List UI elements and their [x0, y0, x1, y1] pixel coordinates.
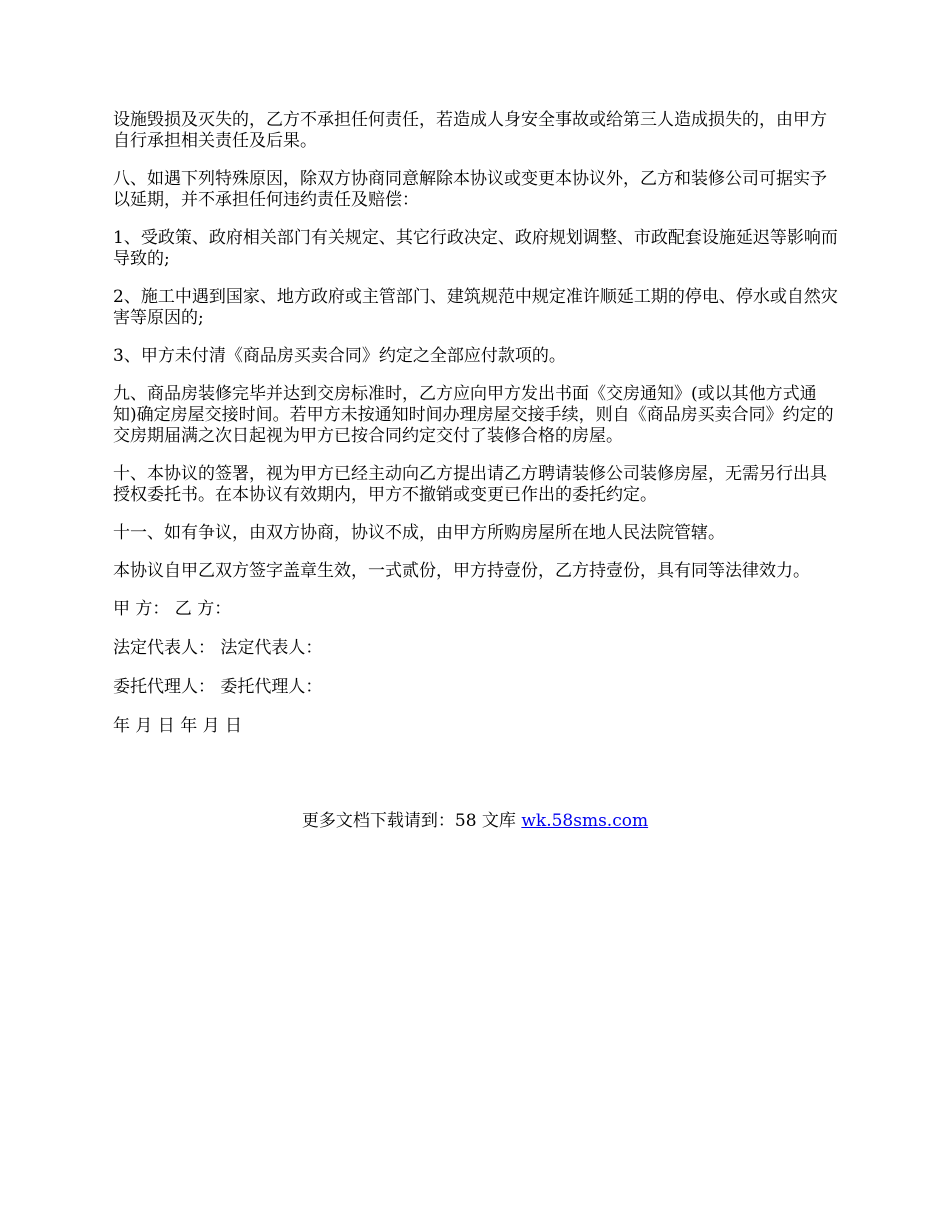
paragraph-clause-8-item-3: 3、甲方未付清《商品房买卖合同》约定之全部应付款项的。 — [113, 346, 566, 366]
signature-agent: 委托代理人： 委托代理人： — [113, 677, 323, 697]
signature-legal-rep: 法定代表人： 法定代表人： — [113, 638, 323, 658]
signature-parties: 甲 方： 乙 方： — [113, 599, 232, 619]
paragraph-clause-10: 十、本协议的签署，视为甲方已经主动向乙方提出请乙方聘请装修公司装修房屋，无需另行出具授权委托书。在本协议有效期内，甲方不撤销或变更已作出的委托约定。 — [113, 464, 827, 505]
document-body — [113, 110, 840, 755]
paragraph-clause-8-item-1: 1、受政策、政府相关部门有关规定、其它行政决定、政府规划调整、市政配套设施延迟等影响而导致的; — [113, 228, 838, 269]
paragraph-clause-11: 十一、如有争议，由双方协商，协议不成，由甲方所购房屋所在地人民法院管辖。 — [113, 523, 725, 543]
footer-link[interactable]: wk.58sms.com — [521, 811, 649, 831]
signature-date: 年 月 日 年 月 日 — [113, 716, 243, 736]
footer — [0, 811, 950, 832]
signature-block — [113, 599, 840, 737]
paragraph-effectiveness: 本协议自甲乙双方签字盖章生效，一式贰份，甲方持壹份，乙方持壹份，具有同等法律效力。 — [113, 561, 810, 581]
paragraph-clause-8: 八、如遇下列特殊原因，除双方协商同意解除本协议或变更本协议外，乙方和装修公司可据实予以延期，并不承担任何违约责任及赔偿： — [113, 169, 827, 210]
paragraph-clause-8-item-2: 2、施工中遇到国家、地方政府或主管部门、建筑规范中规定准许顺延工期的停电、停水或自然灾害等原因的; — [113, 287, 838, 328]
paragraph-facility-damage: 设施毁损及灭失的，乙方不承担任何责任，若造成人身安全事故或给第三人造成损失的，由甲方自行承担相关责任及后果。 — [113, 110, 827, 151]
paragraph-clause-9: 九、商品房装修完毕并达到交房标准时，乙方应向甲方发出书面《交房通知》(或以其他方式通知)确定房屋交接时间。若甲方未按通知时间办理房屋交接手续，则自《商品房买卖合同》约定的交房期届满之次日起视为甲方已按合同约定交付了装修合格的房屋。 — [113, 384, 834, 446]
footer-text: 更多文档下载请到：58 文库 — [301, 811, 522, 831]
